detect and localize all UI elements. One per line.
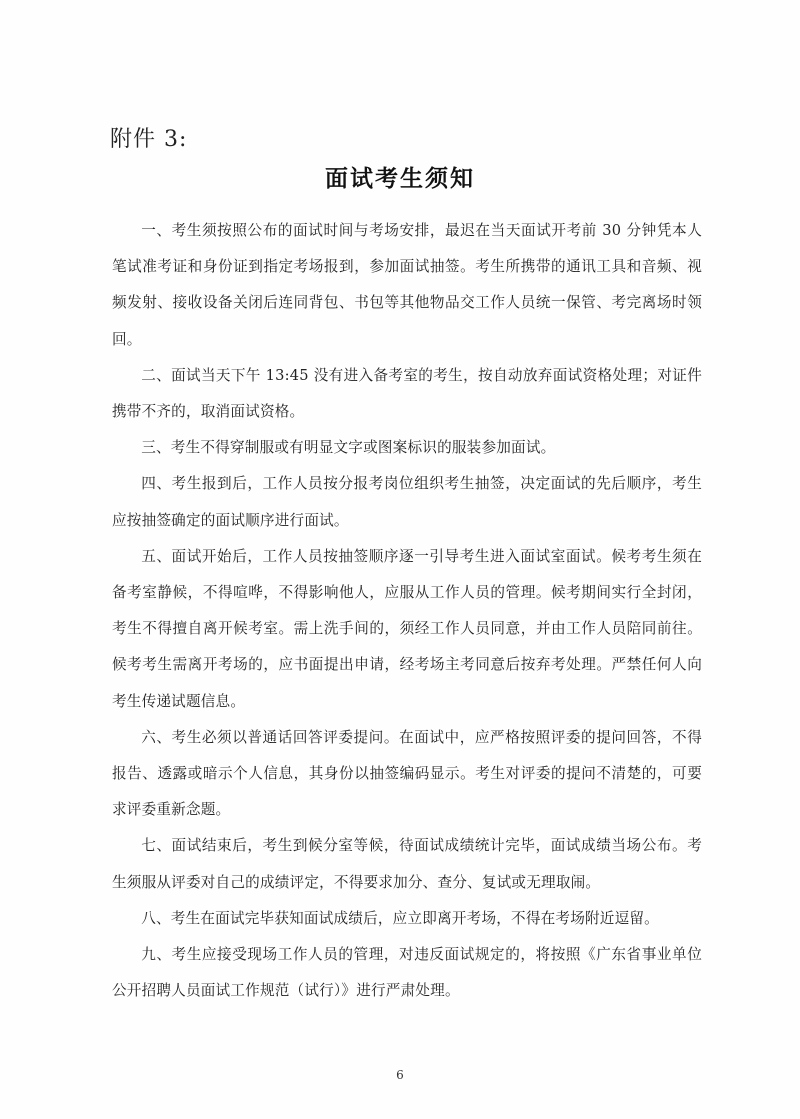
attachment-label: 附件 3: (110, 127, 188, 152)
paragraph-7: 七、面试结束后，考生到候分室等候，待面试成绩统计完毕，面试成绩当场公布。考生须服从评委对自己的成绩评定，不得要求加分、查分、复试或无理取闹。 (112, 837, 702, 891)
paragraph-6: 六、考生必须以普通话回答评委提问。在面试中，应严格按照评委的提问回答，不得报告、透露或暗示个人信息，其身份以抽签编码显示。考生对评委的提问不清楚的，可要求评委重新念题。 (112, 728, 702, 819)
paragraph-3: 三、考生不得穿制服或有明显文字或图案标识的服装参加面试。 (141, 439, 556, 457)
document-body (112, 213, 702, 1009)
paragraph-5: 五、面试开始后，工作人员按抽签顺序逐一引导考生进入面试室面试。候考考生须在备考室静候，不得喧哗，不得影响他人，应服从工作人员的管理。候考期间实行全封闭，考生不得擅自离开候考室。需上洗手间的，须经工作人员同意，并由工作人员陪同前往。候考考生需离开考场的，应书面提出申请，经考场主考同意后按弃考处理。严禁任何人向考生传递试题信息。 (112, 547, 702, 710)
paragraph-4: 四、考生报到后，工作人员按分报考岗位组织考生抽签，决定面试的先后顺序，考生应按抽签确定的面试顺序进行面试。 (112, 475, 702, 529)
page-number: 6 (396, 1068, 404, 1082)
paragraph-9: 九、考生应接受现场工作人员的管理，对违反面试规定的，将按照《广东省事业单位公开招聘人员面试工作规范（试行）》进行严肃处理。 (112, 946, 702, 1000)
document-title: 面试考生须知 (325, 166, 475, 192)
paragraph-8: 八、考生在面试完毕获知面试成绩后，应立即离开考场，不得在考场附近逗留。 (141, 909, 659, 927)
paragraph-2: 二、面试当天下午 13:45 没有进入备考室的考生，按自动放弃面试资格处理；对证件携带不齐的，取消面试资格。 (112, 366, 702, 421)
paragraph-1: 一、考生须按照公布的面试时间与考场安排，最迟在当天面试开考前 30 分钟凭本人笔试准考证和身份证到指定考场报到，参加面试抽签。考生所携带的通讯工具和音频、视频发射、接收设备关闭后连同背包、书包等其他物品交工作人员统一保管、考完离场时领回。 (112, 222, 702, 348)
